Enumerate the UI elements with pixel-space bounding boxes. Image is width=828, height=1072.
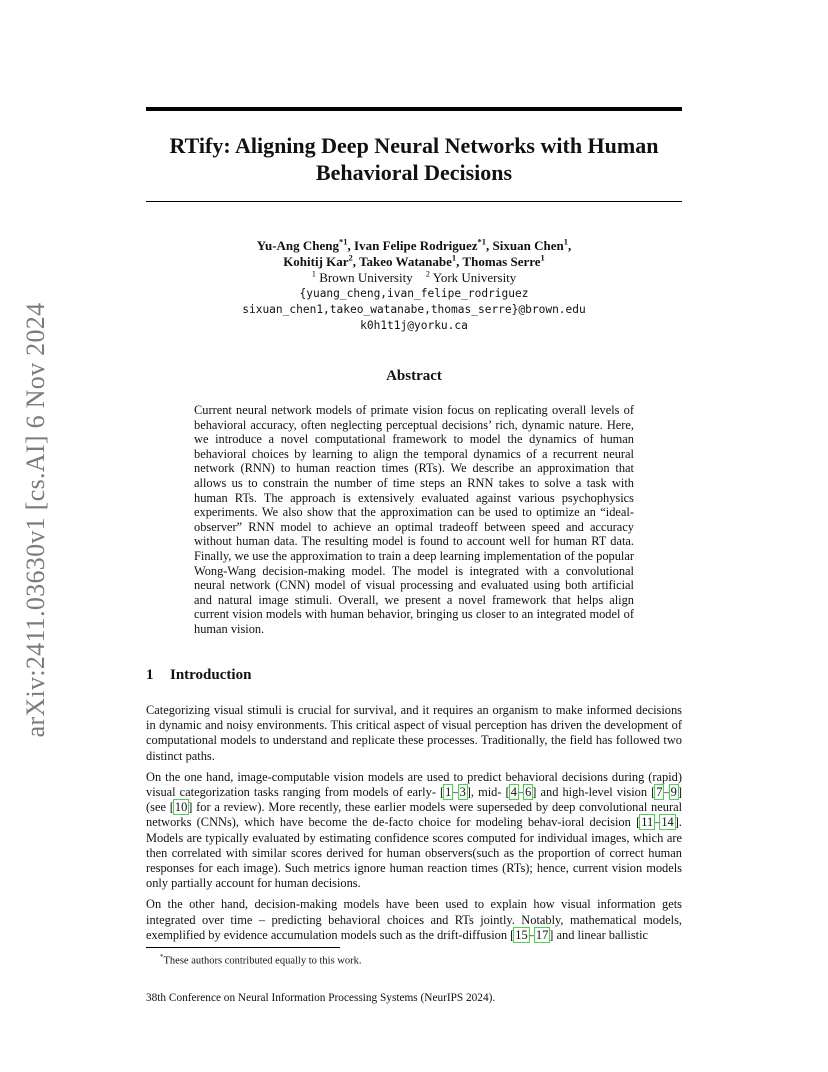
citation-link[interactable]: 15 bbox=[515, 927, 528, 942]
author-name: Ivan Felipe Rodriguez bbox=[354, 238, 478, 253]
affiliation-name: York University bbox=[432, 270, 517, 285]
author-name: Kohitij Kar bbox=[283, 254, 349, 269]
text-run: – bbox=[654, 815, 661, 830]
paper-title: RTify: Aligning Deep Neural Networks with Human Behavioral Decisions bbox=[169, 133, 659, 185]
abstract-text: Current neural network models of primate vision focus on replicating overall levels of behavioral accuracy, often neglecting perceptual decisions’ rich, dynamic nature. Here, we introduce a novel computational framework to model the dynamics of human behavioral choices by learning to align the temporal dynamics of a recurrent neural network (RNN) to human reaction times (RTs). We describe an approximation that allows us to constrain the number of time steps an RNN takes to solve a task with human RTs. The approach is extensively evaluated against various psychophysics experiments. We also show that the approximation can be used to optimize an “ideal-observer” RNN model to achieve an optimal tradeoff between speed and accuracy without human data. The resulting model is found to account well for human RT data. Finally, we use the approximation to train a deep learning implementation of the popular Wong-Wang decision-making model. The model is integrated with a convolutional neural network (CNN) model of visual processing and evaluated using both artificial and natural image stimuli. Overall, we present a novel framework that helps align current vision models with human behavior, bringing us closer to an integrated model of human vision. bbox=[194, 403, 634, 636]
text-run: – bbox=[452, 785, 459, 800]
affiliation-name: Brown University bbox=[319, 270, 413, 285]
section-number: 1 bbox=[146, 667, 154, 683]
text-run: On the other hand, decision-making models have been used to explain how visual information gets integrated over time – predicting behavioral choices and RTs jointly. Notably, mathematical models, exemplified by evidence accumulation models such as the drift-diffusion bbox=[146, 897, 682, 942]
text-run: – bbox=[663, 785, 670, 800]
citation-link[interactable]: 9 bbox=[670, 785, 677, 800]
title-top-rule bbox=[146, 107, 682, 111]
text-run: , mid- bbox=[470, 785, 506, 800]
citation-link[interactable]: 7 bbox=[656, 785, 663, 800]
author-name: Takeo Watanabe bbox=[359, 254, 452, 269]
paragraph: On the other hand, decision-making models have been used to explain how visual information gets integrated over time – predicting behavioral choices and RTs jointly. Notably, mathematical models, exemplified by evidence accumulation models such as the drift-diffusion [15–17] and linear ballistic bbox=[146, 897, 682, 942]
citation-link[interactable]: 1 bbox=[445, 785, 452, 800]
citation-link[interactable]: 17 bbox=[535, 927, 549, 942]
abstract-heading: Abstract bbox=[386, 368, 442, 384]
citation-link[interactable]: 4 bbox=[510, 785, 517, 800]
text-run: – bbox=[517, 785, 525, 800]
citation-link[interactable]: 14 bbox=[661, 815, 674, 830]
author-email-line: {yuang_cheng,ivan_felipe_rodriguez bbox=[299, 287, 529, 300]
footnote-mark: * bbox=[160, 953, 164, 961]
author-name: Thomas Serre bbox=[462, 254, 541, 269]
affiliation-number: 1 bbox=[311, 268, 316, 279]
citation-link[interactable]: 11 bbox=[641, 815, 654, 830]
affiliation-mark: 2 bbox=[348, 252, 353, 263]
introduction-body bbox=[146, 703, 682, 949]
footnote-text: These authors contributed equally to this work. bbox=[163, 955, 362, 967]
author-names: Yu-Ang Cheng$^{*1}$, Ivan Felipe Rodriguez$^{*1}$, Sixuan Chen$^1$, Kohitij Kar$^2$, Takeo Watanabe$^1$, Thomas Serre$^1$ bbox=[256, 236, 572, 269]
affiliation-mark: 1 bbox=[563, 236, 568, 247]
affiliation-mark: 1 bbox=[451, 252, 457, 263]
footnote bbox=[160, 951, 362, 968]
conference-note: 38th Conference on Neural Information Processing Systems (NeurIPS 2024). bbox=[146, 992, 496, 1004]
affiliation-mark: *1 bbox=[477, 236, 487, 247]
text-run: for a review). More recently, these earlier models were superseded by deep convolutional neural networks (CNNs), which have become the de-facto choice for modeling behav-ioral decision bbox=[146, 800, 683, 830]
author-email-line: sixuan_chen1,takeo_watanabe,thomas_serre}@brown.edu bbox=[242, 303, 586, 316]
affiliation-number: 2 bbox=[425, 268, 430, 279]
affiliation-mark: 1 bbox=[540, 252, 545, 263]
citation-link[interactable]: 10 bbox=[174, 800, 188, 815]
text-run: (see bbox=[146, 800, 170, 815]
affiliations bbox=[146, 270, 682, 286]
title-bottom-rule bbox=[146, 201, 682, 202]
author-block bbox=[146, 238, 682, 334]
text-run: and linear ballistic bbox=[553, 927, 649, 942]
text-run: . Models are typically evaluated by estimating confidence scores computed for individual images, which are then correlated with similar scores derived for human observers(such as the proportion of correct human responses for each image). Such metrics ignore human reaction times (RTs); hence, current vision models only partially account for human decisions. bbox=[146, 815, 682, 891]
paragraph: On the one hand, image-computable vision models are used to predict behavioral decisions during (rapid) visual categorization tasks ranging from models of early- [1–3], mid- [4–6] and high-level vision [7–9] (see [10] for a review). More recently, these earlier models were superseded by deep convolutional neural networks (CNNs), which have become the de-facto choice for modeling behav-ioral decision [11–14]. Models are typically evaluated by estimating confidence scores computed for individual images, which are then correlated with similar scores derived for human observers(such as the proportion of correct human responses for each image). Such metrics ignore human reaction times (RTs); hence, current vision models only partially account for human decisions. bbox=[146, 769, 683, 891]
citation-link[interactable]: 3 bbox=[459, 785, 466, 800]
footnote-rule bbox=[146, 947, 340, 948]
affiliation-mark: *1 bbox=[339, 236, 348, 247]
section-heading bbox=[146, 667, 251, 684]
arxiv-identifier-stamp: arXiv:2411.03630v1 [cs.AI] 6 Nov 2024 bbox=[21, 302, 50, 738]
section-title: Introduction bbox=[170, 667, 252, 683]
author-name: Sixuan Chen bbox=[492, 238, 564, 253]
citation-link[interactable]: 6 bbox=[525, 785, 532, 800]
paragraph: Categorizing visual stimuli is crucial for survival, and it requires an organism to make informed decisions in dynamic and noisy environments. This critical aspect of visual perception has driven the development of computational models to understand and replicate these processes. Traditionally, the field has followed two distinct paths. bbox=[146, 703, 682, 763]
author-name: Yu-Ang Cheng bbox=[256, 238, 340, 253]
author-email-line: k0h1t1j@yorku.ca bbox=[360, 319, 468, 332]
text-run: and high-level vision bbox=[536, 785, 652, 800]
text-run: On the one hand, image-computable vision models are used to predict behavioral decisions during (rapid) visual categorization tasks ranging from models of early- bbox=[146, 769, 682, 800]
text-run: – bbox=[528, 927, 535, 942]
